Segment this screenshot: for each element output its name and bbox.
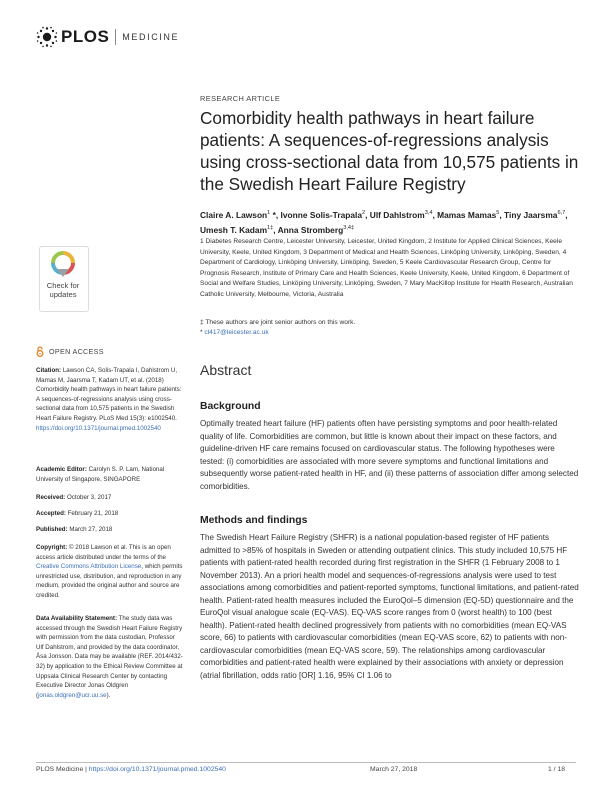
author-affiliation-marker: 1	[267, 210, 271, 216]
data-availability-end: ).	[106, 691, 111, 699]
badge-line-2: updates	[49, 290, 77, 299]
published-date	[36, 525, 184, 535]
plos-logo-icon	[36, 26, 58, 48]
open-lock-icon	[36, 346, 44, 357]
article-type: RESEARCH ARTICLE	[200, 94, 281, 103]
received-label: Received:	[36, 494, 66, 501]
badge-line-1: Check for	[46, 281, 80, 290]
author-name: Ulf Dahlstrom	[369, 209, 425, 220]
author-affiliation-marker: 6,7	[557, 210, 566, 216]
author-separator: *,	[270, 209, 281, 220]
author-separator: ,	[365, 209, 370, 220]
article-title: Comorbidity health pathways in heart failure patients: A sequences-of-regressions analysis using cross-sectional data from 10,575 patients in the Swedish Heart Failure Registry	[200, 108, 579, 194]
author-affiliation-marker: 1‡	[267, 224, 274, 231]
page-number: 1 / 18	[548, 766, 566, 773]
author-separator: ,	[565, 209, 568, 220]
received-date	[36, 493, 184, 503]
contact-email-link[interactable]: jonas.oldgren@ucr.uu.se	[38, 691, 107, 699]
journal-logo[interactable]	[36, 26, 179, 48]
open-access-label	[36, 346, 104, 357]
logo-divider	[115, 29, 116, 45]
background-paragraph: Optimally treated heart failure (HF) patients often have persisting symptoms and poor health-related quality of life. Comorbidities are common, but little is known about their impact on these factors, and guideline-driven HF care remains focused on cardiovascular status. The following hypotheses were tested: (i) comorbidities are associated with more severe symptoms and functional limitations and subsequently worse patient-rated health in HF, and (ii) these patterns of association differ among selected comorbidities.	[200, 419, 579, 491]
footer-doi-link[interactable]: https://doi.org/10.1371/journal.pmed.1002540	[88, 766, 226, 773]
corresponding-marker: *	[200, 329, 205, 337]
author-separator: ,	[432, 209, 438, 220]
copyright-block	[36, 543, 184, 601]
citation-label: Citation:	[36, 367, 62, 374]
citation-doi-link[interactable]: https://doi.org/10.1371/journal.pmed.1002540	[36, 424, 161, 432]
copyright-label: Copyright:	[36, 544, 68, 551]
author-affiliation-marker: 2	[362, 210, 366, 216]
author-name: Claire A. Lawson	[200, 209, 268, 220]
check-for-updates-icon	[51, 251, 75, 279]
author-notes	[200, 318, 580, 338]
accepted-date	[36, 509, 184, 519]
footer-journal: PLOS Medicine |	[36, 766, 89, 773]
affiliations: 1 Diabetes Research Centre, Leicester University, Leicester, United Kingdom, 2 Institute for Applied Clinical Sciences, Keele University, Keele, United Kingdom, 3 Department of Medical and Health Sciences, Linköping University, Linköping, Sweden, 4 Department of Cardiology, Linköping University, Linköping, Sweden, 5 Keele Cardiovascular Research Group, Centre for Prognosis Research, Institute of Primary Care and Health Sciences, Keele University, Keele, United Kingdom, 6 Department of Social and Welfare Studies, Linköping University, Linköping, Sweden, 7 Mary MacKillop Institute for Health Research, Australian Catholic University, Melbourne, Victoria, Australia	[200, 238, 573, 298]
received-text: October 3, 2017	[65, 494, 112, 501]
open-access-text: OPEN ACCESS	[49, 347, 104, 356]
author-affiliation-marker: 3,4‡	[343, 224, 355, 231]
methods-paragraph: The Swedish Heart Failure Registry (SHFR) is a national population-based register of HF patients admitted to >85% of hospitals in Sweden or attending outpatient clinics. This study included 10,575 HF patients with patient-rated health recorded during first registration in the SHFR (1 February 2008 to 1 November 2013). An a priori health model and sequences-of-regressions analysis were used to test associations among comorbidities and patient-reported symptoms, functional limitations, and patient-rated health. Patient-rated health measures included the EuroQol–5 dimension (EQ-5D) questionnaire and the EuroQol visual analogue scale (EQ-VAS). EQ-VAS score ranges from 0 (worst health) to 100 (best health). Patient-rated health declined progressively from patients with no comorbidities (mean EQ-VAS score, 66) to patients with cardiovascular comorbidities (mean EQ-VAS score, 62) to patients with non-cardiovascular comorbidities (mean EQ-VAS score, 59). The relationships among cardiovascular comorbidities and patient-rated health were explained by their associations with anxiety or depression (atrial fibrillation, odds ratio [OR] 1.16, 95% CI 1.06 to	[200, 533, 579, 680]
author-name: Anna Stromberg	[277, 224, 344, 235]
footer-date: March 27, 2018	[370, 766, 418, 773]
author-affiliation-marker: 3,4	[424, 210, 433, 216]
publisher-name: PLOS	[61, 27, 110, 46]
author-affiliation-marker: 5	[496, 210, 500, 216]
background-heading: Background	[200, 401, 261, 412]
editor-text: Carolyn S. P. Lam, National University of Singapore, SINGAPORE	[36, 466, 165, 483]
footer-citation	[36, 766, 226, 773]
published-text: March 27, 2018	[67, 526, 113, 533]
abstract-heading: Abstract	[200, 362, 252, 378]
citation-text: Lawson CA, Solis-Trapala I, Dahlstrom U, Mamas M, Jaarsma T, Kadam UT, et al. (2018) Comorbidity health pathways in heart failure patients: A sequences-of-regressions analysis using cross-sectional data from 10,575 patients in the Swedish Heart Failure Registry. PLoS Med 15(3): e1002540.	[36, 367, 182, 422]
author-list	[200, 207, 580, 237]
editor-label: Academic Editor:	[36, 466, 87, 473]
author-name: Umesh T. Kadam	[200, 224, 268, 235]
corresponding-email-link[interactable]: cl417@leicester.ac.uk	[204, 329, 269, 337]
author-separator: ,	[273, 224, 278, 235]
data-availability-block	[36, 614, 184, 700]
footer-divider	[36, 762, 576, 763]
check-for-updates-label	[36, 281, 90, 299]
author-name: Tiny Jaarsma	[504, 209, 558, 220]
license-link[interactable]: Creative Commons Attribution License	[36, 563, 142, 571]
author-name: Mamas Mamas	[437, 209, 497, 220]
data-availability-label: Data Availability Statement:	[36, 615, 118, 622]
methods-heading: Methods and findings	[200, 515, 308, 526]
citation-block	[36, 366, 184, 433]
published-label: Published:	[36, 526, 68, 533]
accepted-text: February 21, 2018	[65, 510, 119, 517]
journal-name: MEDICINE	[122, 32, 180, 42]
joint-authorship-note: ‡ These authors are joint senior authors on this work.	[200, 319, 356, 326]
copyright-text-end: , which permits unrestricted use, distribution, and reproduction in any medium, provided the original author and source are credited.	[36, 563, 183, 599]
accepted-label: Accepted:	[36, 510, 66, 517]
author-name: Ivonne Solis-Trapala	[280, 209, 362, 220]
academic-editor	[36, 465, 184, 484]
copyright-text: © 2018 Lawson et al. This is an open access article distributed under the terms of the	[36, 544, 171, 561]
data-availability-text: The study data was accessed through the Swedish Heart Failure Registry with permission from the data custodian, Professor Ulf Dahlstrom, and provided by the data coordinator, Åsa Jonsson. Data may be available (REF. 2014/432-32) by application to the Ethical Review Committee at Uppsala Clinical Research Center by contacting Executive Director Jonas Oldgren (	[36, 615, 183, 699]
author-separator: ,	[499, 209, 505, 220]
